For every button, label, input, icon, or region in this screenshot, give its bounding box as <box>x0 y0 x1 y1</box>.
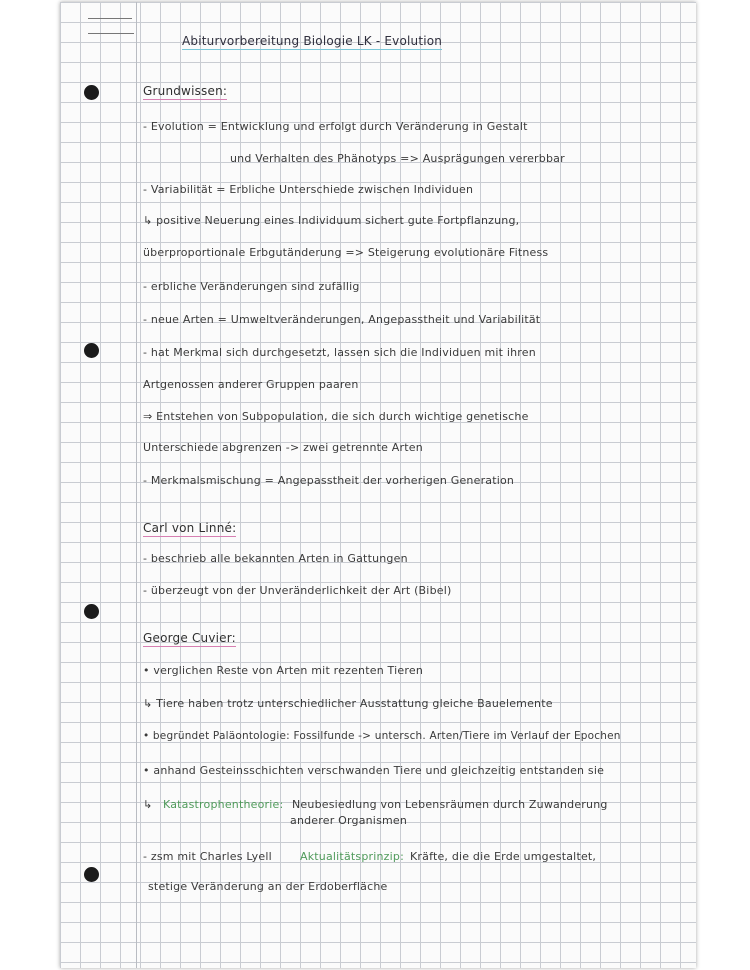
note-line: • verglichen Reste von Arten mit rezenten Tieren <box>143 664 423 677</box>
note-line: - beschrieb alle bekannten Arten in Gattungen <box>143 552 408 565</box>
punch-hole <box>84 343 99 358</box>
corner-mark <box>88 18 132 19</box>
note-line: - zsm mit Charles Lyell <box>143 850 272 863</box>
note-line: - erbliche Veränderungen sind zufällig <box>143 280 360 293</box>
page-title: Abiturvorbereitung Biologie LK - Evolution <box>182 34 443 48</box>
note-line: Kräfte, die die Erde umgestaltet, <box>410 850 597 863</box>
term-aktualitaetsprinzip: Aktualitätsprinzip: <box>300 850 404 863</box>
margin-line <box>136 2 137 968</box>
note-line: Neubesiedlung von Lebensräumen durch Zuwanderung <box>292 798 608 811</box>
note-line: stetige Veränderung an der Erdoberfläche <box>148 880 388 893</box>
arrow-mark: ↳ <box>143 798 153 811</box>
note-line: - neue Arten = Umweltveränderungen, Angepasstheit und Variabilität <box>143 313 541 326</box>
note-line: • begründet Paläontologie: Fossilfunde -> untersch. Arten/Tiere im Verlauf der Epochen <box>143 730 621 742</box>
note-line: ⇒ Entstehen von Subpopulation, die sich durch wichtige genetische <box>143 410 529 423</box>
note-line: - Merkmalsmischung = Angepasstheit der vorherigen Generation <box>143 474 515 487</box>
section-heading: George Cuvier: <box>143 631 236 645</box>
note-line: ↳ Tiere haben trotz unterschiedlicher Ausstattung gleiche Bauelemente <box>143 697 553 710</box>
section-heading: Grundwissen: <box>143 84 228 98</box>
punch-hole <box>84 85 99 100</box>
note-line: überproportionale Erbgutänderung => Steigerung evolutionäre Fitness <box>143 246 549 259</box>
note-line: Unterschiede abgrenzen -> zwei getrennte Arten <box>143 441 423 454</box>
note-line: - Evolution = Entwicklung und erfolgt durch Veränderung in Gestalt <box>143 120 528 133</box>
note-line: Artgenossen anderer Gruppen paaren <box>143 378 359 391</box>
punch-hole <box>84 867 99 882</box>
note-line: ↳ positive Neuerung eines Individuum sichert gute Fortpflanzung, <box>143 214 520 227</box>
note-line: • anhand Gesteinsschichten verschwanden Tiere und gleichzeitig entstanden sie <box>143 764 605 777</box>
term-katastrophentheorie: Katastrophentheorie: <box>163 798 284 811</box>
corner-mark <box>88 33 134 34</box>
note-line: anderer Organismen <box>290 814 408 827</box>
punch-hole <box>84 604 99 619</box>
note-line: - hat Merkmal sich durchgesetzt, lassen sich die Individuen mit ihren <box>143 346 536 359</box>
note-line: - Variabilität = Erbliche Unterschiede zwischen Individuen <box>143 183 474 196</box>
note-line: - überzeugt von der Unveränderlichkeit der Art (Bibel) <box>143 584 452 597</box>
section-heading: Carl von Linné: <box>143 521 237 535</box>
note-line: und Verhalten des Phänotyps => Ausprägungen vererbbar <box>230 152 565 165</box>
